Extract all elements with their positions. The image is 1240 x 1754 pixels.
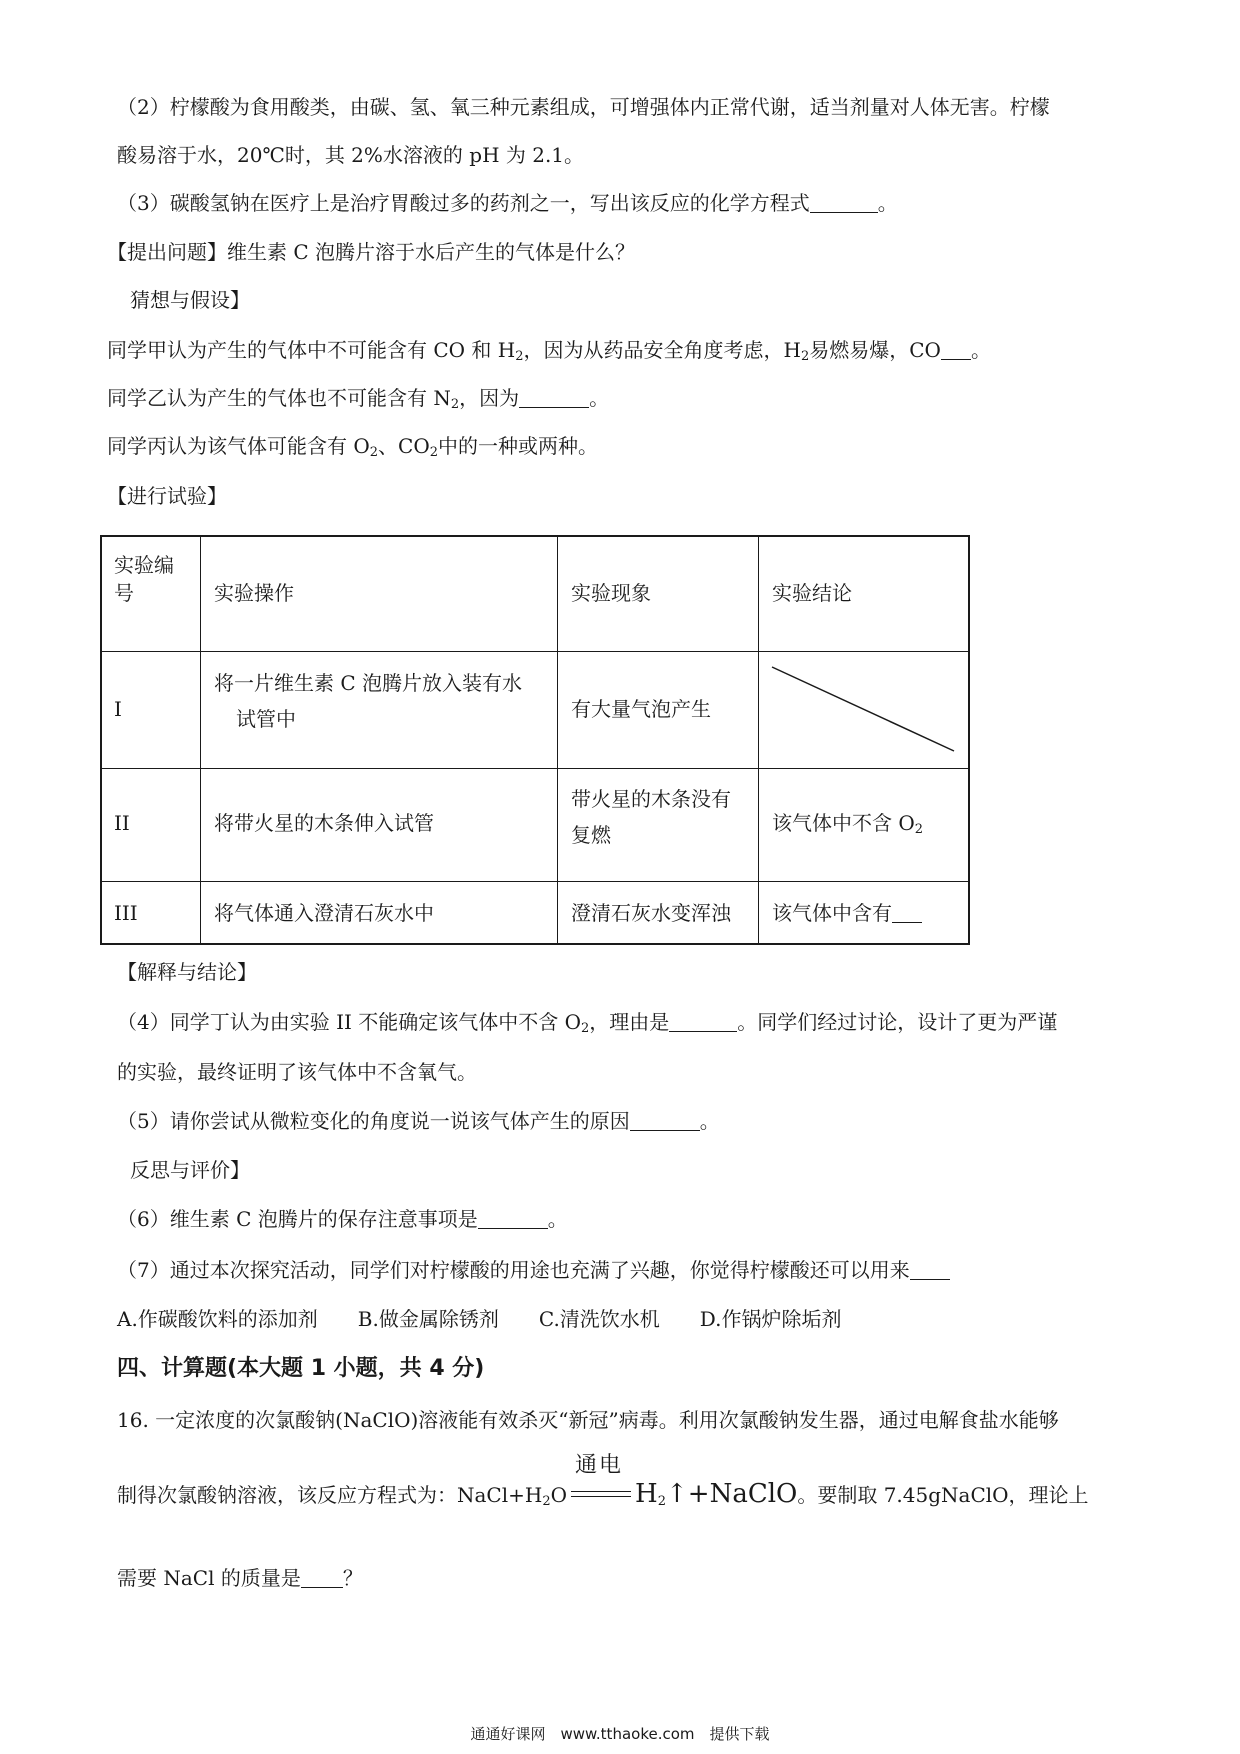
answer-blank[interactable] [910,1259,950,1280]
header-conclusion: 实验结论 [772,581,852,605]
table-row-operation: 将带火星的木条伸入试管 [214,811,434,835]
text-line: 猜想与假设】 [130,288,250,312]
options-line: A.作碳酸饮料的添加剂 B.做金属除锈剂 C.清洗饮水机 D.作锅炉除垢剂 [117,1307,842,1331]
text-line: 16. 一定浓度的次氯酸钠(NaClO)溶液能有效杀灭“新冠”病毒。利用次氯酸钠发生器，通过电解食盐水能够 [117,1408,1059,1432]
table-row-phenomenon: 带火星的木条没有 复燃 [571,787,731,847]
text-line: （7）通过本次探究活动，同学们对柠檬酸的用途也充满了兴趣，你觉得柠檬酸还可以用来 [117,1256,950,1284]
answer-blank[interactable] [892,902,922,923]
header-operation: 实验操作 [214,581,294,605]
page-footer: 通通好课网 www.tthaoke.com 提供下载 [470,1725,770,1743]
answer-blank[interactable] [301,1567,343,1588]
answer-blank[interactable] [941,339,971,360]
experiment-table [100,535,970,945]
table-row-operation: 将气体通入澄清石灰水中 [214,901,434,925]
answer-blank[interactable] [519,387,589,408]
section-heading: 四、计算题(本大题 1 小题，共 4 分) [117,1356,485,1381]
text-line: （2）柠檬酸为食用酸类，由碳、氢、氧三种元素组成，可增强体内正常代谢，适当剂量对人体无害。柠檬 [117,95,1050,119]
answer-blank[interactable] [630,1110,700,1131]
text-line: 反思与评价】 [130,1158,250,1182]
table-row-id: I [114,697,122,721]
up-arrow-icon: ↑ [665,1479,688,1509]
chemical-equation: $NaCl+H_2O$ 通电 $H_2↑+NaClO$ [457,1453,798,1509]
text-line: （4）同学丁认为由实验 II 不能确定该气体中不含 $O_2$，理由是 。同学们经过讨论，设计了更为严谨 [117,1010,1058,1036]
text-line: （3）碳酸氢钠在医疗上是治疗胃酸过多的药剂之一，写出该反应的化学方程式 。 [117,191,898,215]
header-id: 实验编 号 [114,553,174,605]
text-line: 酸易溶于水，20℃时，其 2%水溶液的 pH 为 2.1。 [117,143,585,167]
table-row-phenomenon: 有大量气泡产生 [571,697,711,721]
answer-blank[interactable] [669,1011,737,1032]
table-row-conclusion: 该气体中含有 [772,899,922,927]
text-line: 同学甲认为产生的气体中不可能含有 CO 和 $H_2$，因为从药品安全角度考虑，$H_2$易燃易爆，CO 。 [107,338,991,364]
text-line: 的实验，最终证明了该气体中不含氧气。 [117,1060,477,1084]
text-line: 【进行试验】 [107,484,227,508]
answer-blank[interactable] [810,192,878,213]
table-row-operation: 将一片维生素 C 泡腾片放入装有水 试管中 [214,671,523,731]
text-line: 制得次氯酸钠溶液，该反应方程式为：$NaCl+H_2O$ 通电 $H_2↑+NaClO$。要制取 7.45gNaClO，理论上 [117,1453,1089,1509]
text-line: 【解释与结论】 [117,960,257,984]
text-line: 【提出问题】维生素 C 泡腾片溶于水后产生的气体是什么？ [107,240,636,264]
answer-blank[interactable] [478,1208,548,1229]
text-line: 需要 NaCl 的质量是 ？ [117,1566,363,1590]
text-line: （5）请你尝试从微粒变化的角度说一说该气体产生的原因 。 [117,1109,720,1133]
text-line: 同学乙认为产生的气体也不可能含有 $N_2$，因为 。 [107,386,610,412]
table-row-conclusion: 该气体中不含 $O_2$ [772,811,924,837]
diagonal-slash [770,663,956,755]
table-row-id: II [114,811,130,835]
header-phenomenon: 实验现象 [571,581,651,605]
equation-condition-arrow: 通电 [571,1480,631,1508]
table-row-id: III [114,901,138,925]
table-row-phenomenon: 澄清石灰水变浑浊 [571,901,731,925]
text-line: （6）维生素 C 泡腾片的保存注意事项是 。 [117,1207,568,1231]
text-line: 同学丙认为该气体可能含有 $O_2$、$CO_2$中的一种或两种。 [107,434,599,460]
